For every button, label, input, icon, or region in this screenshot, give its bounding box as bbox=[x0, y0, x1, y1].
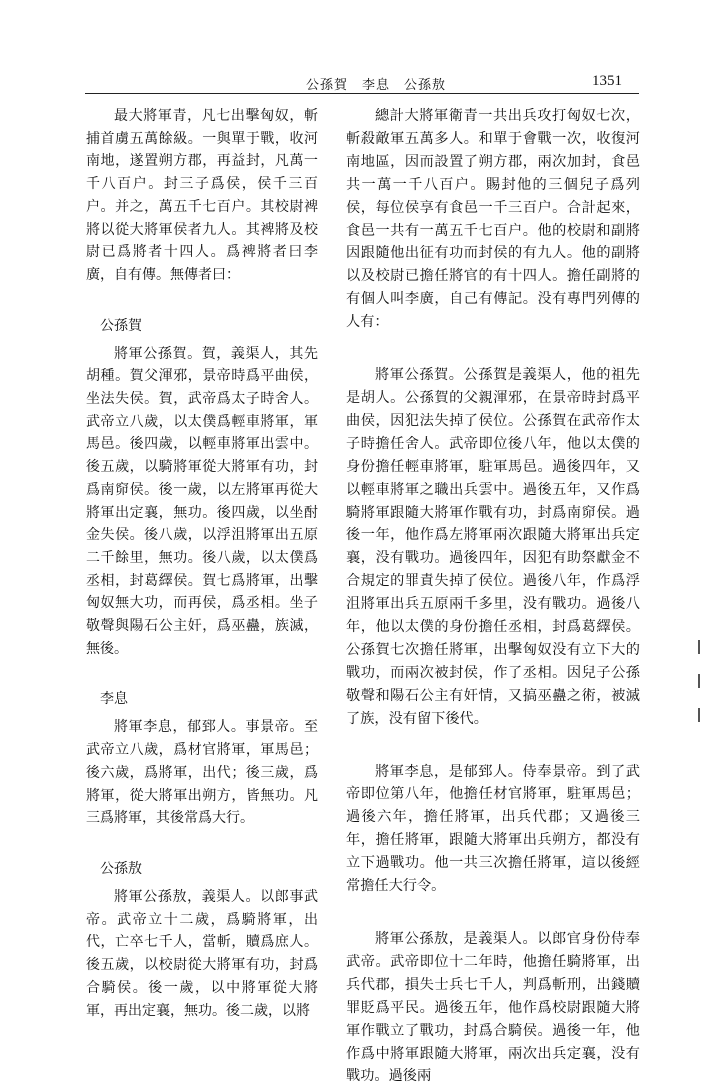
translation-paragraph-gongsun-ao: 將軍公孫敖，是義渠人。以郎官身份侍奉武帝。武帝即位十二年時，他擔任騎將軍，出兵代郡，損失士兵七千人，判爲斬刑，出錢贖罪貶爲平民。過後五年，他作爲校尉跟隨大將軍作戰立了戰功，封爲合騎侯。過後一年，他作爲中將軍跟隨大將軍，兩次出兵定襄，没有戰功。過後兩 bbox=[346, 931, 640, 1085]
section-heading-gongsun-ao: 公孫敖 bbox=[100, 860, 142, 877]
margin-tick bbox=[698, 640, 700, 654]
margin-tick bbox=[698, 708, 700, 722]
translation-paragraph-li-xi: 將軍李息，是郁郅人。侍奉景帝。到了武帝即位第八年，他擔任材官將軍，駐軍馬邑；過後六年，擔任將軍，出兵代郡；又過後三年，擔任將軍，跟隨大將軍出兵朔方，都没有立下過戰功。他一共三次擔任將軍，這以後經常擔任大行令。 bbox=[346, 763, 640, 895]
classical-text-column bbox=[86, 105, 318, 1022]
margin-marks bbox=[698, 640, 702, 742]
running-title: 公孫賀 李息 公孫敖 bbox=[306, 78, 447, 93]
page-header bbox=[0, 0, 716, 100]
page-number: 1351 bbox=[592, 73, 622, 89]
section-heading-gongsun-he: 公孫賀 bbox=[100, 317, 142, 334]
translation-column bbox=[346, 105, 640, 1088]
translation-paragraph-gongsun-he: 將軍公孫賀。公孫賀是義渠人，他的祖先是胡人。公孫賀的父親渾邪，在景帝時封爲平曲侯，因犯法失掉了侯位。公孫賀在武帝作太子時擔任舍人。武帝即位後八年，他以太僕的身份擔任輕車將軍，駐軍馬邑。過後四年，又以輕車將軍之職出兵雲中。過後五年，又作爲騎將軍跟隨大將軍作戰有功，封爲南窌侯。過後一年，他作爲左將軍兩次跟隨大將軍出兵定襄，没有戰功。過後四年，因犯有助祭獻金不合規定的罪責失掉了侯位。過後八年，作爲浮沮將軍出兵五原兩千多里，没有戰功。過後八年，他以太僕的身份擔任丞相，封爲葛繹侯。公孫賀七次擔任將軍，出擊匈奴没有立下大的戰功，而兩次被封侯，作了丞相。因兒子公孫敬聲和陽石公主有奸情，又搞巫蠱之術，被滅了族，没有留下後代。 bbox=[346, 367, 640, 727]
classical-paragraph-gongsun-ao: 將軍公孫敖，義渠人。以郎事武帝。武帝立十二歲，爲騎將軍，出代，亡卒七千人，當斬，贖爲庶人。後五歲，以校尉從大將軍有功，封爲合騎侯。後一歲，以中將軍從大將軍，再出定襄，無功。後二歲，以將 bbox=[86, 888, 318, 1019]
translation-intro-paragraph: 總計大將軍衛青一共出兵攻打匈奴七次，斬殺敵軍五萬多人。和單于會戰一次，收復河南地區，因而設置了朔方郡，兩次加封，食邑共一萬一千八百户。賜封他的三個兒子爲列侯，每位侯享有食邑一千三百户。合計起來，食邑一共有一萬五千七百户。他的校尉和副將因跟隨他出征有功而封侯的有九人。他的副將以及校尉已擔任將官的有十四人。擔任副將的有個人叫李廣，自己有傳記。没有專門列傳的人有： bbox=[346, 108, 640, 331]
classical-paragraph-gongsun-he: 將軍公孫賀。賀，義渠人，其先胡種。賀父渾邪，景帝時爲平曲侯，坐法失侯。賀，武帝爲太子時舍人。武帝立八歲，以太僕爲輕車將軍，軍馬邑。後四歲，以輕車將軍出雲中。後五歲，以騎將軍從大將軍有功，封爲南窌侯。後一歲，以左將軍再從大將軍出定襄，無功。後四歲，以坐酎金失侯。後八歲，以浮沮將軍出五原二千餘里，無功。後八歲，以太僕爲丞相，封葛繹侯。賀七爲將軍，出擊匈奴無大功，而再侯，爲丞相。坐子敬聲與陽石公主奸，爲巫蠱，族滅，無後。 bbox=[86, 345, 318, 657]
header-rule bbox=[85, 93, 639, 94]
classical-intro-paragraph: 最大將軍青，凡七出擊匈奴，斬捕首虜五萬餘級。一與單于戰，收河南地，遂置朔方郡，再益封，凡萬一千八百户。封三子爲侯，侯千三百户。并之，萬五千七百户。其校尉裨將以從大將軍侯者九人。其裨將及校尉已爲將者十四人。爲裨將者曰李廣，自有傳。無傳者曰： bbox=[86, 108, 318, 283]
classical-paragraph-li-xi: 將軍李息，郁郅人。事景帝。至武帝立八歲，爲材官將軍，軍馬邑；後六歲，爲將軍，出代；後三歲，爲將軍，從大將軍出朔方，皆無功。凡三爲將軍，其後常爲大行。 bbox=[86, 719, 318, 827]
margin-tick bbox=[698, 674, 700, 688]
section-heading-li-xi: 李息 bbox=[100, 691, 128, 708]
